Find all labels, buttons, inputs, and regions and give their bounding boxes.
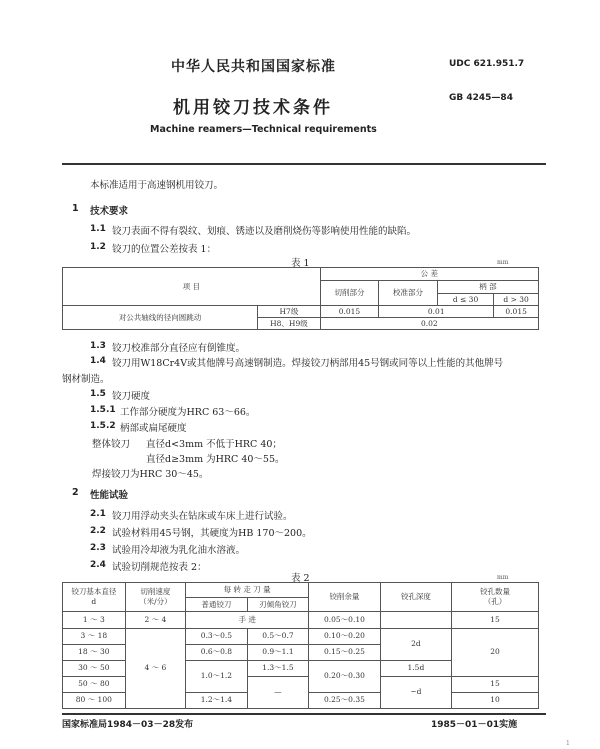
table-1-row-label: 对公共轴线的径向圆跳动	[63, 306, 258, 330]
clause-1-2-text: 铰刀的位置公差按表 1：	[112, 244, 217, 255]
table-1-col-calibrating: 校准部分	[379, 281, 438, 306]
table-2-feed-tip: 1.3～1.5	[247, 660, 309, 676]
table-2-diameter: 3 ～ 18	[63, 628, 126, 644]
clause-1-5-number: 1.5	[90, 389, 106, 399]
table-2-holes: 15	[452, 676, 539, 692]
table-2-feed-normal: 1.0～1.2	[186, 660, 248, 692]
table-2-col-feed: 每 转 走 刀 量	[186, 583, 309, 598]
table-1-col-cutting: 切削部分	[320, 281, 379, 306]
clause-2-3-number: 2.3	[90, 543, 106, 553]
table-2-depth: 2d	[380, 628, 451, 660]
clause-1-5-2-number: 1.5.2	[90, 421, 116, 431]
clause-1-4-text: 铰刀用W18Cr4V或其他牌号高速钢制造。焊接铰刀柄部用45号钢或同等以上性能的其他牌号	[112, 358, 504, 369]
clause-1-2-number: 1.2	[90, 242, 106, 252]
table-2-allowance: 0.05～0.10	[309, 612, 380, 628]
table-2-feed-normal: 1.2～1.4	[186, 692, 248, 708]
table-2-holes: 15	[452, 612, 539, 628]
document-title-english: Machine reamers—Technical requirements	[150, 124, 377, 135]
table-2-col-diameter: 铰刀基本直径 d	[63, 583, 126, 612]
table-2-speed: 2 ～ 4	[125, 612, 185, 628]
table-2-feed-tip: 0.9～1.1	[247, 644, 309, 660]
clause-1-5-text: 铰刀硬度	[112, 391, 151, 402]
table-2-col-allowance: 铰削余量	[309, 583, 380, 612]
page-number: 1	[566, 740, 570, 747]
table-1-col-d-le-30: d ≤ 30	[437, 294, 493, 306]
table-1-col-d-gt-30: d > 30	[494, 294, 539, 306]
udc-code: UDC 621.951.7	[449, 59, 525, 69]
header-rule	[62, 163, 546, 165]
solid-reamer-label: 整体铰刀	[92, 439, 131, 450]
table-2-row	[63, 628, 539, 644]
clause-2-4-text: 试验切削规范按表 2：	[112, 562, 207, 573]
section-2-title: 性能试验	[90, 490, 129, 501]
issue-date: 国家标准局1984－03－28发布	[62, 720, 194, 730]
table-1-grade-h7: H7级	[258, 306, 321, 318]
clause-2-1-number: 2.1	[90, 509, 106, 519]
section-1-title: 技术要求	[90, 206, 129, 217]
clause-1-3-text: 铰刀校准部分直径应有倒锥度。	[112, 343, 246, 354]
clause-1-3-number: 1.3	[90, 341, 106, 351]
table-1-unit: mm	[497, 259, 509, 266]
table-2-col-tip: 刃倾角铰刀	[247, 597, 309, 612]
table-2-row	[63, 612, 539, 628]
welded-reamer-hardness: 焊接铰刀为HRC 30～45。	[92, 469, 209, 480]
table-1-h8-h9-value: 0.02	[320, 318, 538, 330]
document-title: 机用铰刀技术条件	[173, 98, 333, 118]
section-2-number: 2	[72, 487, 79, 498]
clause-1-1-number: 1.1	[90, 224, 106, 234]
table-2-holes: 20	[452, 628, 539, 676]
table-2-allowance: 0.10～0.20	[309, 628, 380, 644]
table-2-col-holes: 铰孔数量 （孔）	[452, 583, 539, 612]
table-2-diameter: 18 ～ 30	[63, 644, 126, 660]
table-2-feed-normal: 0.6～0.8	[186, 644, 248, 660]
table-2-depth: ~d	[380, 676, 451, 708]
solid-reamer-small-diameter: 直径d<3mm 不低于HRC 40；	[146, 439, 282, 450]
table-2-caption: 表 2	[291, 573, 310, 584]
table-1-caption: 表 1	[291, 258, 310, 269]
table-2-allowance: 0.25～0.35	[309, 692, 380, 708]
clause-2-4-number: 2.4	[90, 560, 106, 570]
scope-statement: 本标准适用于高速钢机用铰刀。	[90, 180, 224, 191]
table-2-allowance: 0.15～0.25	[309, 644, 380, 660]
effective-date: 1985－01－01实施	[431, 720, 518, 730]
section-1-number: 1	[72, 203, 79, 214]
table-2-feed-hand: 手 进	[186, 612, 309, 628]
table-2-speed: 4 ～ 6	[125, 628, 185, 708]
table-2	[62, 582, 539, 709]
table-2-unit: mm	[497, 574, 509, 581]
issuing-authority: 中华人民共和国国家标准	[171, 59, 336, 75]
clause-2-2-text: 试验材料用45号钢，其硬度为HB 170～200。	[112, 528, 312, 539]
clause-1-1-text: 铰刀表面不得有裂纹、划痕、锈迹以及磨削烧伤等影响使用性能的缺陷。	[112, 226, 417, 237]
table-2-diameter: 30 ～ 50	[63, 660, 126, 676]
table-1	[62, 267, 539, 330]
table-1-h7-calibrating: 0.01	[379, 306, 494, 318]
clause-2-1-text: 铰刀用浮动夹头在钻床或车床上进行试验。	[112, 511, 293, 522]
table-2-allowance: 0.20～0.30	[309, 660, 380, 692]
footer-rule	[62, 713, 546, 715]
table-2-feed-tip: 0.5～0.7	[247, 628, 309, 644]
clause-1-4-continuation: 钢材制造。	[62, 374, 110, 385]
table-2-feed-normal: 0.3～0.5	[186, 628, 248, 644]
table-2-holes: 10	[452, 692, 539, 708]
clause-1-5-1-number: 1.5.1	[90, 405, 116, 415]
table-2-depth: 1.5d	[380, 660, 451, 676]
table-2-col-normal: 普通铰刀	[186, 597, 248, 612]
table-1-item-header: 项 目	[63, 268, 321, 306]
table-1-grade-h8-h9: H8、H9级	[258, 318, 321, 330]
standard-number: GB 4245—84	[449, 93, 513, 103]
table-2-diameter: 1 ～ 3	[63, 612, 126, 628]
table-2-feed-tip: —	[247, 676, 309, 708]
table-2-diameter: 50 ～ 80	[63, 676, 126, 692]
clause-2-2-number: 2.2	[90, 526, 106, 536]
table-1-tolerance-header: 公 差	[320, 268, 538, 281]
solid-reamer-large-diameter: 直径d≥3mm 为HRC 40～55。	[146, 454, 285, 465]
table-2-depth	[380, 612, 451, 628]
clause-1-5-2-text: 柄部或扁尾硬度	[120, 423, 187, 434]
table-1-h7-cutting: 0.015	[320, 306, 379, 318]
clause-1-4-number: 1.4	[90, 356, 106, 366]
table-2-diameter: 80 ～ 100	[63, 692, 126, 708]
table-1-col-shank: 柄 部	[437, 281, 538, 294]
clause-2-3-text: 试验用冷却液为乳化油水溶液。	[112, 545, 246, 556]
table-1-h7-shank: 0.015	[494, 306, 539, 318]
table-2-col-depth: 铰孔深度	[380, 583, 451, 612]
table-2-col-speed: 切削速度 （米/分）	[125, 583, 185, 612]
clause-1-5-1-text: 工作部分硬度为HRC 63～66。	[120, 407, 256, 418]
